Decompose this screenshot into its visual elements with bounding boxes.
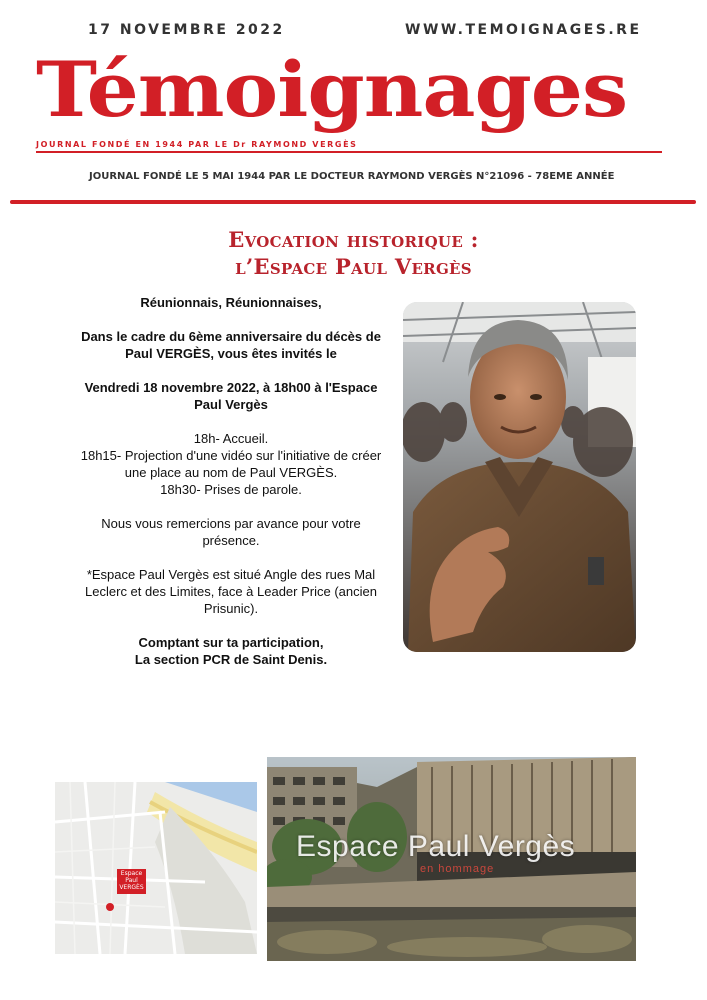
portrait-illustration	[403, 302, 636, 652]
top-bar	[0, 22, 707, 42]
map-pin-label: Espace Paul VERGÈS	[117, 869, 146, 894]
thanks: Nous vous remercions par avance pour votre présence.	[101, 516, 361, 548]
greeting: Réunionnais, Réunionnaises,	[140, 295, 322, 310]
location-map[interactable]	[55, 782, 257, 954]
masthead-rule	[36, 151, 662, 153]
closing-line-1: Comptant sur ta participation,	[138, 635, 324, 650]
info-bar	[0, 171, 707, 185]
headline-line-2: l’Espace Paul Vergès	[235, 254, 472, 279]
closing	[76, 634, 386, 668]
program-item: 18h30- Prises de parole.	[160, 482, 302, 497]
portrait-photo	[403, 302, 636, 652]
founded-note: JOURNAL FONDÉ LE 5 MAI 1944 PAR LE DOCTEUR RAYMOND VERGÈS	[89, 171, 473, 182]
article-headline	[0, 226, 707, 280]
plaza-title: Espace Paul Vergès	[296, 830, 576, 863]
closing-line-2: La section PCR de Saint Denis.	[134, 652, 328, 667]
invitation: Dans le cadre du 6ème anniversaire du décès de Paul VERGÈS, vous êtes invités le	[81, 329, 381, 361]
article-body	[76, 294, 386, 685]
masthead	[36, 46, 662, 160]
headline-line-1: Evocation historique :	[228, 227, 479, 252]
header-divider	[10, 200, 696, 204]
map-graphic	[55, 782, 257, 954]
masthead-subtitle: JOURNAL FONDÉ EN 1944 PAR LE Dr RAYMOND VERGÈS	[36, 140, 364, 149]
website-link[interactable]: WWW.TEMOIGNAGES.RE	[405, 22, 642, 38]
issue-number: N°21096 - 78EME ANNÉE	[476, 171, 615, 182]
program	[76, 430, 386, 498]
issue-date: 17 NOVEMBRE 2022	[88, 22, 285, 38]
event-datetime: Vendredi 18 novembre 2022, à 18h00 à l'Espace Paul Vergès	[84, 380, 378, 412]
plaza-subtitle: en hommage	[420, 863, 495, 875]
program-item: 18h- Accueil.	[193, 431, 269, 446]
masthead-title: Témoignages	[36, 46, 628, 135]
location-note: *Espace Paul Vergès est situé Angle des rues Mal Leclerc et des Limites, face à Leader Price (ancien Prisunic).	[85, 567, 377, 616]
program-item: 18h15- Projection d'une vidéo sur l'initiative de créer une place au nom de Paul VERGÈS.	[80, 448, 382, 480]
